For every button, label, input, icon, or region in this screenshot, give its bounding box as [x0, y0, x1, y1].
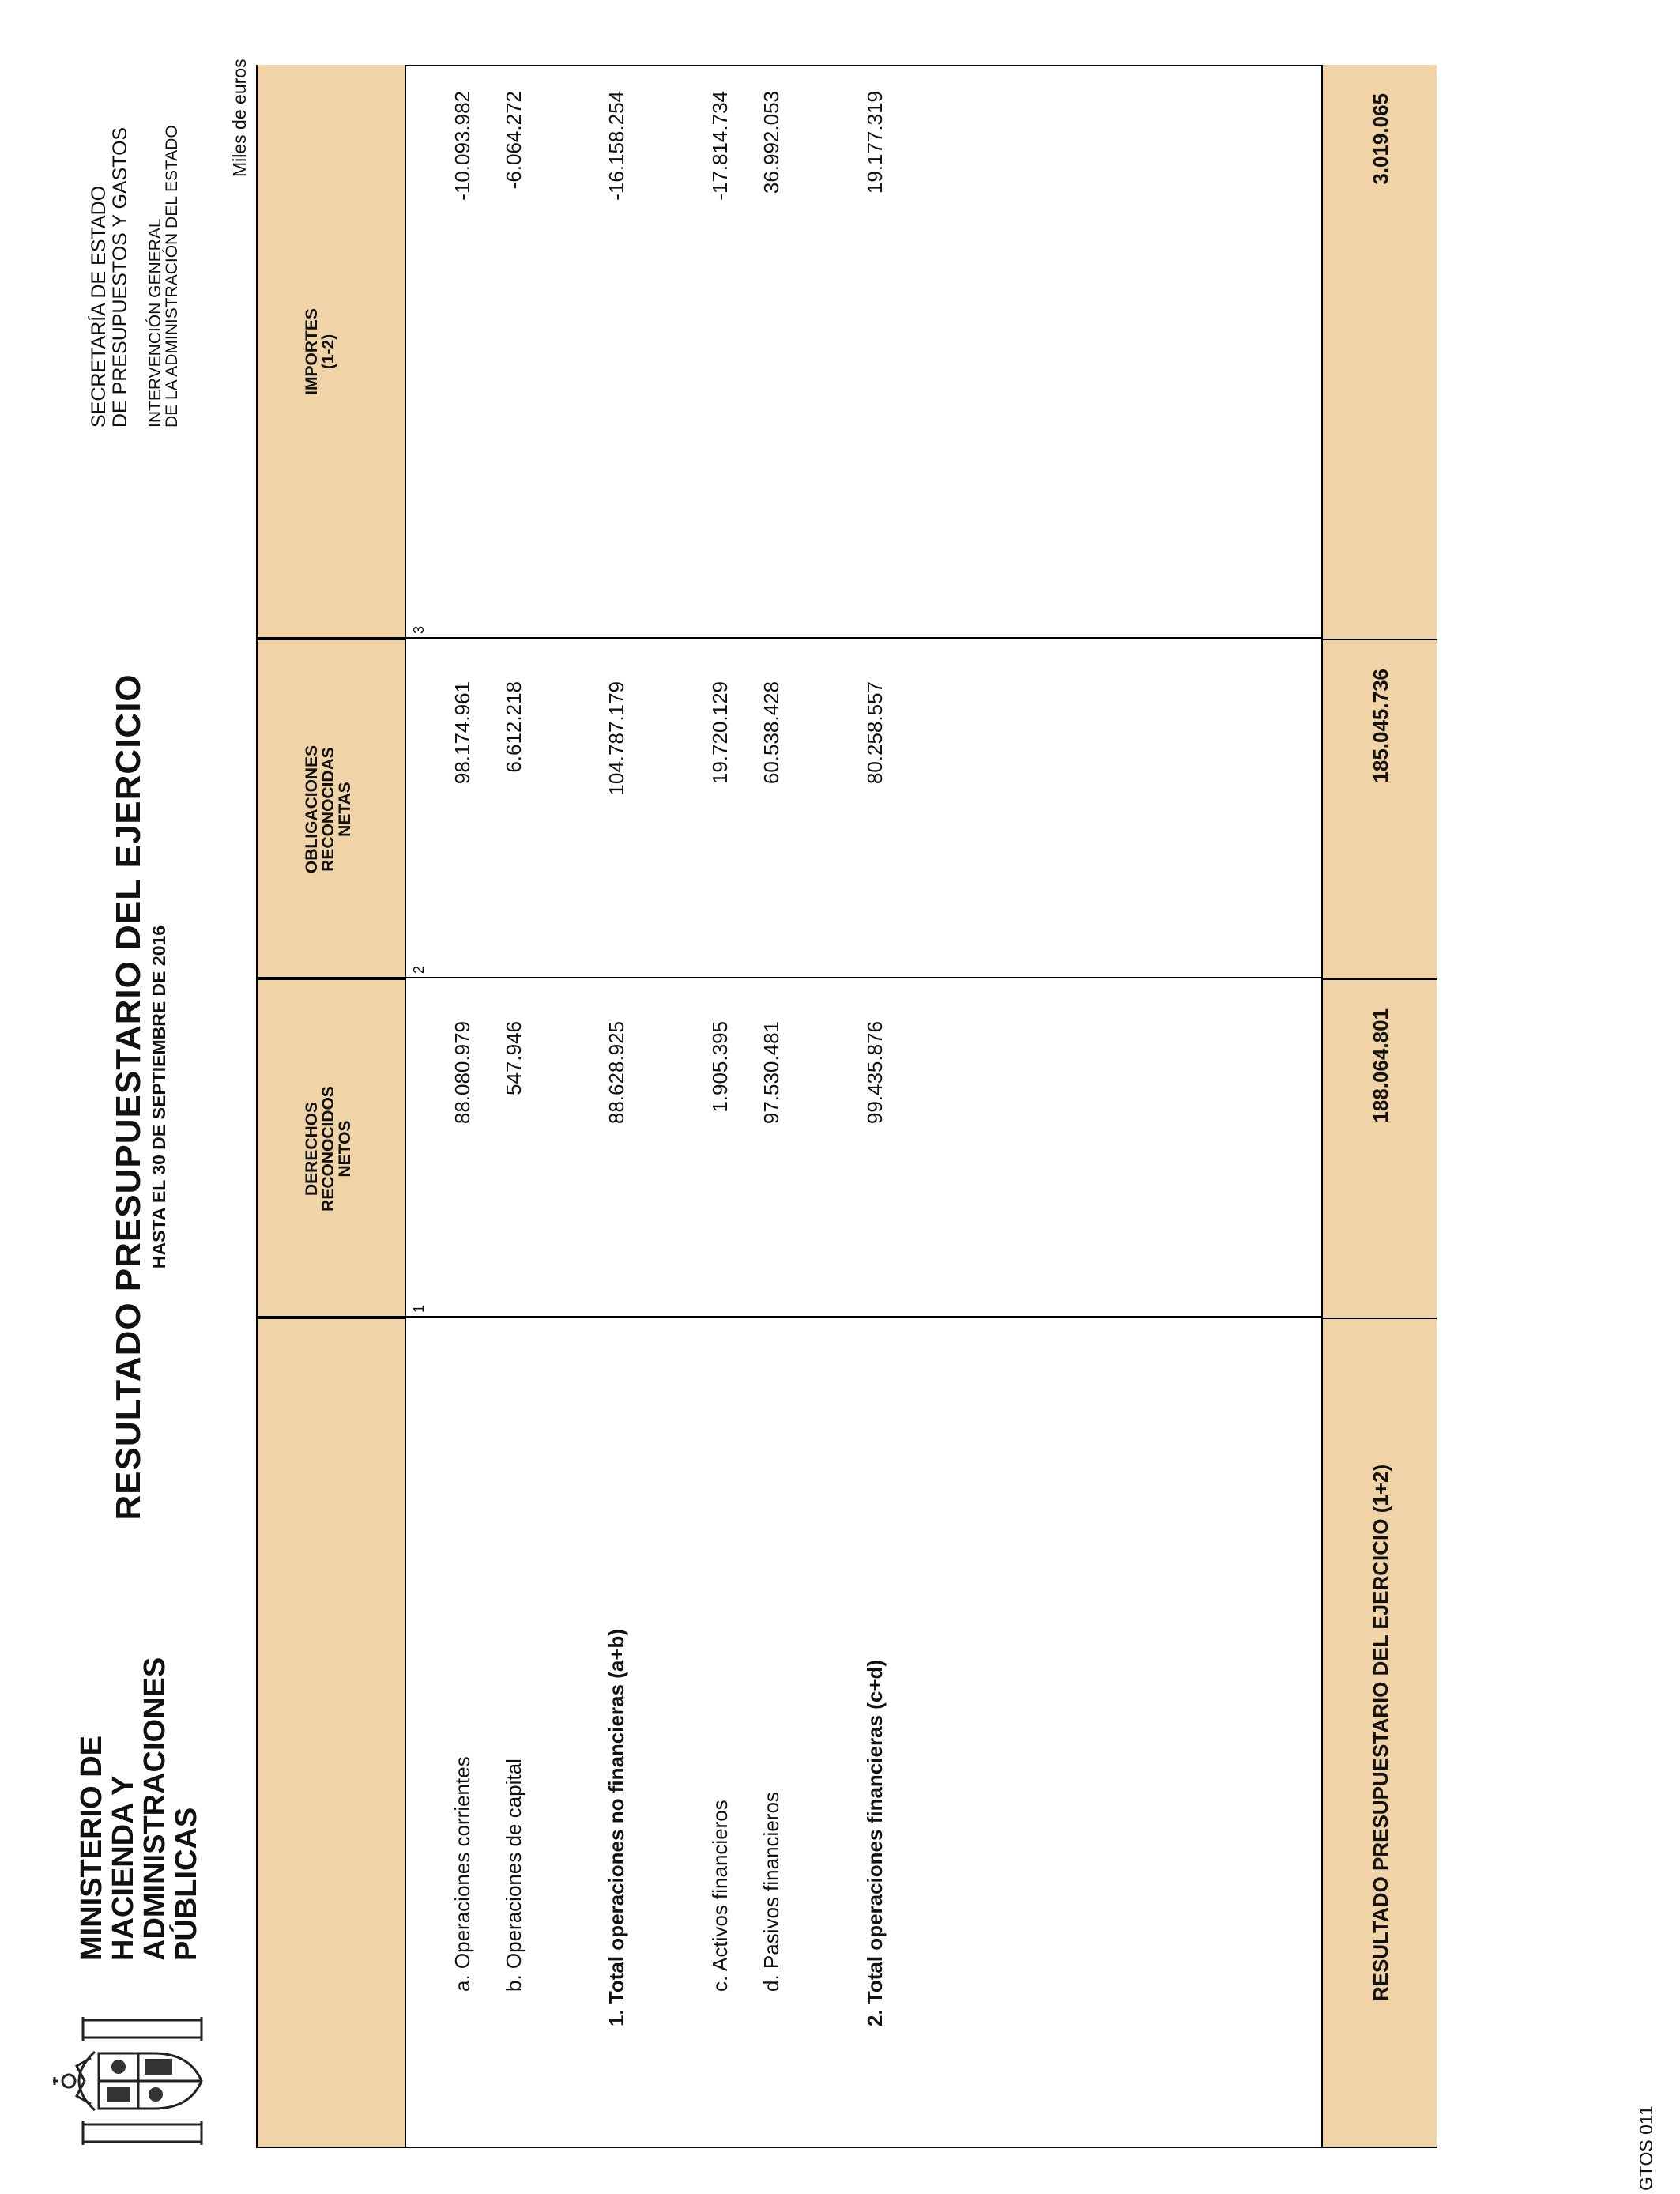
cell-derechos: 1.905.395	[708, 1021, 732, 1113]
header-label-line: RECONOCIDOS	[319, 1086, 337, 1212]
header-label-line: (1-2)	[319, 334, 337, 370]
column-number: 3	[411, 625, 427, 634]
header-label	[303, 640, 353, 978]
header-label-line: OBLIGACIONES	[303, 745, 321, 874]
header-label-line: NETAS	[336, 782, 354, 837]
header-label-line: IMPORTES	[303, 308, 321, 395]
ministry-line: PÚBLICAS	[170, 1807, 203, 1961]
cell-importes: -17.814.734	[708, 91, 732, 201]
cell-obligaciones: 60.538.428	[759, 681, 783, 785]
header-cell-derechos	[258, 978, 405, 1318]
document-code: GTOS 011	[1636, 2105, 1656, 2191]
ministry-line: HACIENDA Y	[107, 1775, 140, 1961]
row-label: a. Operaciones corrientes	[450, 1756, 474, 1992]
ministry-line: MINISTERIO DE	[75, 1735, 108, 1961]
cell-derechos: 99.435.876	[863, 1021, 887, 1125]
secretaria-line: DE PRESUPUESTOS Y GASTOS	[109, 126, 131, 428]
cell-obligaciones: 104.787.179	[605, 681, 628, 796]
cell-derechos: 547.946	[502, 1021, 525, 1095]
footer-value: 188.064.801	[1369, 1008, 1392, 1123]
cell-derechos: 88.080.979	[450, 1021, 474, 1125]
footer-label: RESULTADO PRESUPUESTARIO DEL EJERCICIO (1+2)	[1369, 1464, 1392, 2002]
header-divider	[405, 66, 406, 2147]
cell-obligaciones: 98.174.961	[450, 681, 474, 785]
secretaria-block	[89, 127, 131, 428]
row-label: c. Activos financieros	[708, 1800, 732, 1992]
document-subtitle: HASTA EL 30 DE SEPTIEMBRE DE 2016	[149, 925, 169, 1269]
column-divider	[258, 977, 1435, 978]
document-title: RESULTADO PRESUPUESTARIO DEL EJERCICIO	[109, 673, 148, 1521]
header-label-line: NETOS	[336, 1120, 354, 1178]
header-label-line: RECONOCIDAS	[319, 747, 337, 872]
cell-importes: -16.158.254	[605, 91, 628, 201]
column-number: 1	[411, 1304, 427, 1313]
header-label-line: DERECHOS	[303, 1101, 321, 1197]
column-number: 2	[411, 965, 427, 974]
cell-importes: -6.064.272	[502, 91, 525, 190]
header-label	[303, 65, 337, 639]
row-label: b. Operaciones de capital	[502, 1759, 525, 1992]
row-label-total: 2. Total operaciones financieras (c+d)	[863, 1659, 887, 2026]
header-cell-concept	[258, 1318, 405, 2147]
budget-result-table	[256, 65, 1437, 2148]
header-cell-obligaciones	[258, 639, 405, 978]
cell-derechos: 97.530.481	[759, 1021, 783, 1125]
footer-value: 3.019.065	[1369, 93, 1392, 185]
header-cell-importes	[258, 65, 405, 639]
intervencion-line: INTERVENCIÓN GENERAL	[146, 218, 164, 428]
column-divider	[258, 637, 1435, 639]
cell-obligaciones: 6.612.218	[502, 681, 525, 773]
row-label-total: 1. Total operaciones no financieras (a+b)	[605, 1628, 628, 2026]
cell-derechos: 88.628.925	[605, 1021, 628, 1125]
cell-obligaciones: 80.258.557	[863, 681, 887, 785]
footer-cell-importes	[1321, 65, 1437, 639]
row-label: d. Pasivos financieros	[759, 1792, 783, 1992]
header-label	[303, 980, 353, 1318]
cell-importes: -10.093.982	[450, 91, 474, 201]
ministry-line: ADMINISTRACIONES	[138, 1657, 171, 1961]
cell-importes: 36.992.053	[759, 91, 783, 194]
footer-value: 185.045.736	[1369, 669, 1392, 783]
footer-cell-label	[1321, 1318, 1437, 2147]
column-divider	[258, 1316, 1435, 1318]
units-label: Miles de euros	[229, 58, 250, 177]
cell-obligaciones: 19.720.129	[708, 681, 732, 785]
footer-cell-obligaciones	[1321, 639, 1437, 978]
intervencion-block	[147, 125, 180, 428]
intervencion-line: DE LA ADMINISTRACIÓN DEL ESTADO	[163, 125, 181, 428]
footer-cell-derechos	[1321, 978, 1437, 1318]
cell-importes: 19.177.319	[863, 91, 887, 194]
secretaria-line: SECRETARÍA DE ESTADO	[88, 185, 110, 428]
